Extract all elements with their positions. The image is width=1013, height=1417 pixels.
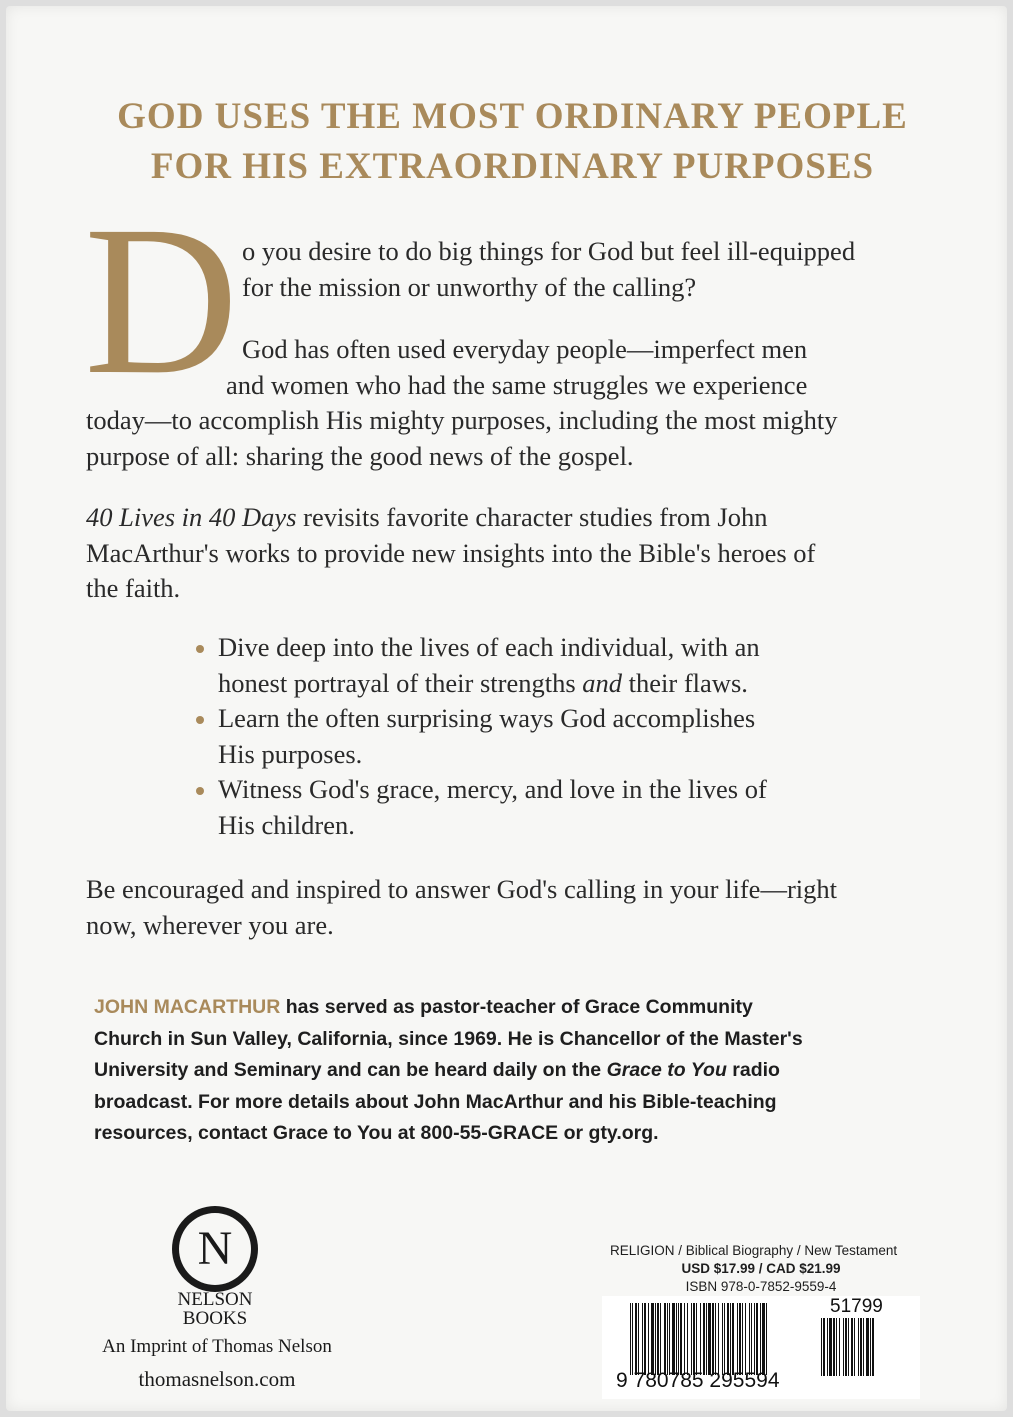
bullet-list [196, 630, 896, 843]
bullet-1-emphasis: and [582, 667, 623, 698]
headline-line-1: GOD USES THE MOST ORDINARY PEOPLE [117, 96, 908, 137]
para3-line-2: MacArthur's works to provide new insights into the Bible's heroes of [86, 537, 816, 568]
barcode [602, 1296, 920, 1399]
intro-line-1: o you desire to do big things for God but feel ill-equipped [242, 236, 856, 266]
bullet-1-text-end: their flaws. [622, 667, 748, 698]
paragraph-2 [86, 332, 966, 474]
publisher-name-line-1: NELSON [177, 1289, 253, 1310]
bio-line-3-text: University and Seminary and can be heard daily on the [94, 1059, 607, 1081]
bio-line-4: broadcast. For more details about John MacArthur and his Bible-teaching [94, 1090, 777, 1113]
bullet-item [196, 701, 896, 772]
bio-line-3-text-end: radio [726, 1059, 780, 1081]
bullet-1-text: honest portrayal of their strengths [218, 667, 583, 698]
headline-line-2: FOR HIS EXTRAORDINARY PURPOSES [150, 146, 875, 187]
isbn-label: ISBN 978-0-7852-9559-4 [685, 1279, 837, 1294]
bullet-2-line-2: His purposes. [218, 738, 363, 769]
bullet-dot-icon [196, 787, 204, 795]
bullet-dot-icon [196, 716, 204, 724]
retail-info [602, 1242, 920, 1296]
bullet-item [196, 772, 896, 843]
drop-cap: D [84, 182, 239, 419]
barcode-addon-bars [821, 1318, 907, 1376]
bullet-dot-icon [196, 645, 204, 653]
bio-line-1-text: has served as pastor-teacher of Grace Community [280, 996, 753, 1018]
bullet-3-line-1: Witness God's grace, mercy, and love in the lives of [218, 774, 767, 804]
para3-line-3: the faith. [86, 573, 181, 603]
price-label: USD $17.99 / CAD $21.99 [681, 1261, 841, 1276]
imprint-line: An Imprint of Thomas Nelson [102, 1336, 332, 1357]
publisher-logo [172, 1206, 258, 1292]
logo-letter: N [197, 1222, 233, 1275]
para2-line-3: today—to accomplish His mighty purposes, including the most mighty [86, 405, 838, 435]
bullet-1-line-1: Dive deep into the lives of each individual, with an [218, 632, 760, 662]
barcode-addon-digits: 51799 [830, 1296, 883, 1317]
author-name: JOHN MACARTHUR [94, 996, 281, 1018]
bio-line-1 [94, 992, 924, 1024]
closing-line-2: now, wherever you are. [86, 909, 334, 940]
bio-line-3 [94, 1055, 924, 1087]
barcode-digits: 9 780785 295594 [616, 1369, 780, 1392]
publisher-name-line-2: BOOKS [182, 1308, 248, 1329]
para3-line-1 [86, 500, 966, 536]
publisher-url: thomasnelson.com [138, 1367, 296, 1391]
bullet-1-line-2 [218, 666, 896, 702]
bullet-2-line-1: Learn the often surprising ways God accomplishes [218, 703, 756, 733]
headline [6, 92, 1013, 192]
intro-paragraph [242, 234, 942, 305]
radio-program-name: Grace to You [606, 1059, 727, 1081]
book-back-cover [6, 6, 1007, 1411]
bio-line-5: resources, contact Grace to You at 800-55-GRACE or gty.org. [94, 1122, 659, 1144]
barcode-main-bars [630, 1303, 805, 1375]
para2-line-2: and women who had the same struggles we experience [226, 369, 808, 400]
bullet-3-line-2: His children. [218, 809, 355, 840]
category-label: RELIGION / Biblical Biography / New Testament [610, 1243, 898, 1258]
para3-line-1-text: revisits favorite character studies from John [296, 502, 768, 532]
intro-line-2: for the mission or unworthy of the calling? [242, 271, 697, 302]
bio-line-2: Church in Sun Valley, California, since 1969. He is Chancellor of the Master's [94, 1027, 803, 1050]
book-title: 40 Lives in 40 Days [86, 502, 297, 532]
logo-inner-circle [179, 1213, 251, 1285]
publisher-name [156, 1290, 274, 1328]
para2-line-4: purpose of all: sharing the good news of the gospel. [86, 440, 634, 471]
paragraph-3 [86, 500, 966, 607]
author-bio [94, 992, 924, 1150]
closing-line-1: Be encouraged and inspired to answer God's calling in your life—right [86, 874, 837, 904]
closing-paragraph [86, 872, 966, 943]
bullet-item [196, 630, 896, 701]
para2-line-1: God has often used everyday people—imperfect men [242, 334, 808, 364]
